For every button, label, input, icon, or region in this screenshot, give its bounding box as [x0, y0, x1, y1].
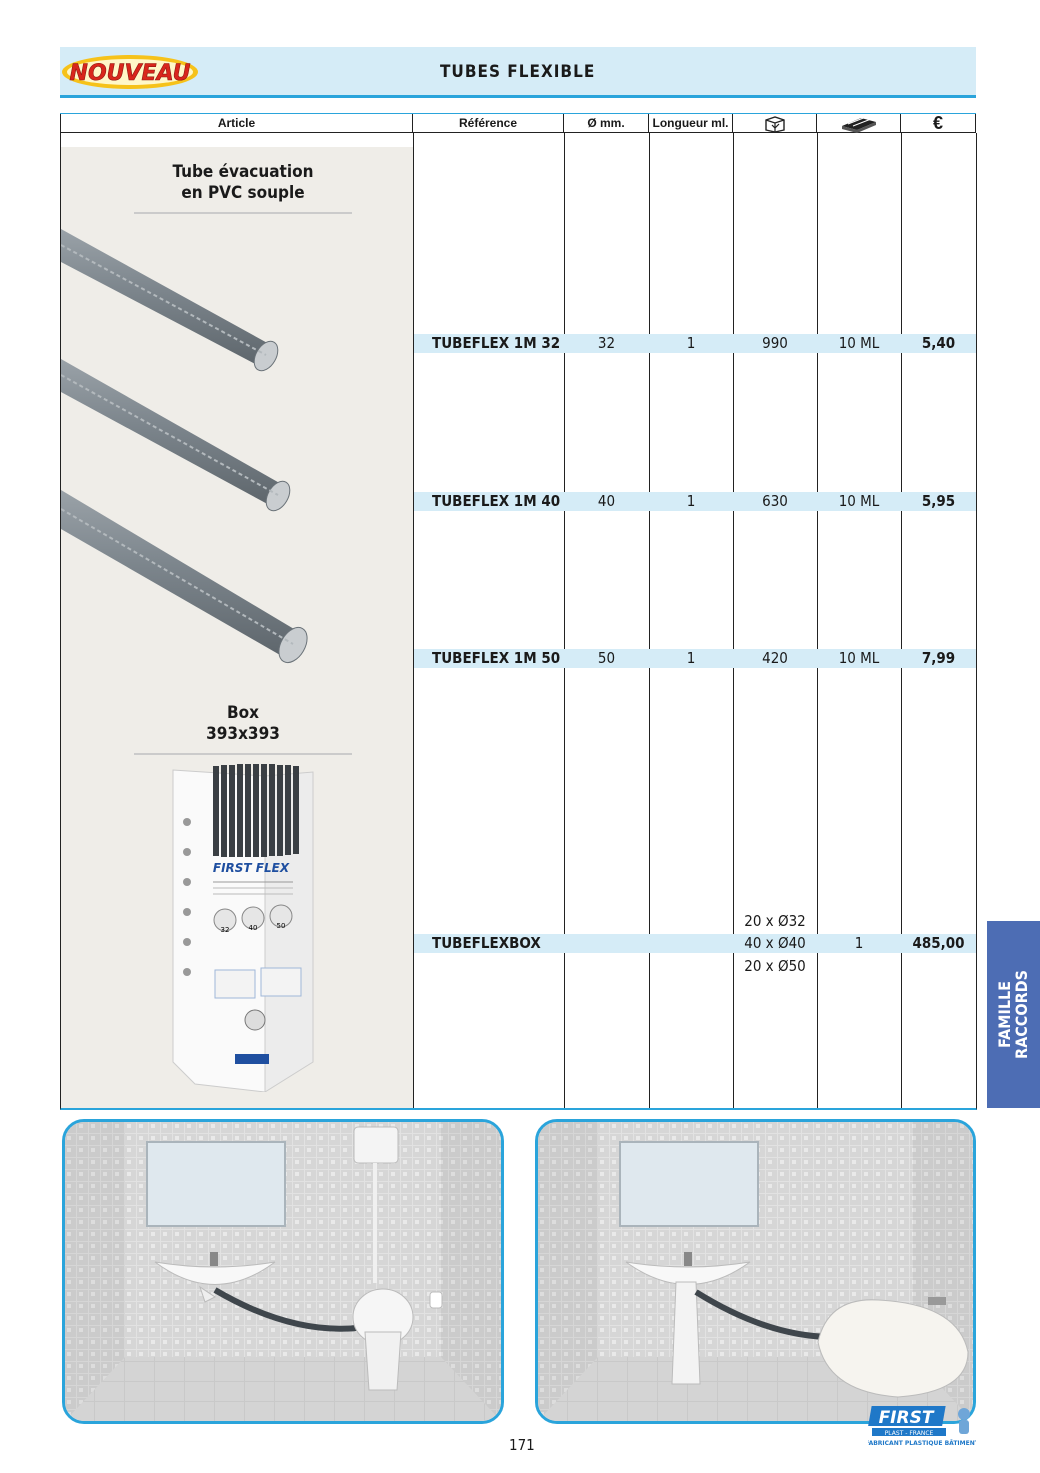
page-number: 171: [509, 1436, 535, 1454]
pallet-qty-cell: 10 ML: [838, 649, 880, 667]
table-row: [414, 934, 976, 953]
table-row: [414, 334, 976, 353]
bathroom-toilet-illustration: [65, 1122, 501, 1421]
col-box: [733, 114, 817, 132]
col-pallet: [817, 114, 901, 132]
column-header-row: [60, 113, 976, 133]
ref-cell: TUBEFLEX 1M 40: [432, 492, 561, 510]
pallet-qty-cell: 10 ML: [838, 334, 880, 352]
col-divider: [564, 133, 565, 1108]
page-header: [60, 47, 976, 98]
nouveau-badge: [60, 53, 200, 91]
col-divider: [817, 133, 818, 1108]
price-cell: 5,95: [921, 492, 956, 510]
col-length: Longueur ml.: [649, 114, 733, 132]
tube-title-line2: en PVC souple: [181, 183, 305, 203]
length-cell: 1: [686, 334, 696, 352]
length-cell: 1: [686, 649, 696, 667]
side-tab-line2: RACCORDS: [1012, 970, 1031, 1059]
brand-tagline: FABRICANT PLASTIQUE BÂTIMENT: [868, 1440, 976, 1447]
table-row: [414, 649, 976, 668]
diameter-cell: 40: [597, 492, 616, 510]
product-image-panel: [61, 147, 413, 1108]
section-side-tab: [987, 921, 1040, 1108]
pvc-tubes-image: [61, 207, 413, 767]
first-plast-logo: [868, 1404, 976, 1448]
col-divider: [413, 133, 414, 1108]
box-brand-text: FIRST FLEX: [212, 861, 290, 875]
box-content-line: 20 x Ø32: [744, 912, 806, 930]
price-cell: 485,00: [912, 934, 965, 952]
box-product-title: [134, 703, 352, 755]
box-qty-cell: 630: [762, 492, 788, 510]
box-icon: [762, 115, 788, 133]
box-qty-cell: 420: [762, 649, 788, 667]
box-size-40: 40: [248, 924, 258, 932]
pallet-qty-cell: 10 ML: [838, 492, 880, 510]
tube-title-line1: Tube évacuation: [172, 162, 314, 182]
col-diameter: Ø mm.: [564, 114, 649, 132]
table-row: [414, 492, 976, 511]
box-content-line: 40 x Ø40: [744, 934, 806, 952]
nouveau-text: NOUVEAU: [69, 61, 191, 86]
box-title-line1: Box: [226, 703, 260, 723]
col-divider: [901, 133, 902, 1108]
col-price: €: [901, 114, 976, 132]
pallet-icon: [839, 115, 879, 133]
box-size-50: 50: [276, 922, 286, 930]
box-content-line: 20 x Ø50: [744, 957, 806, 975]
side-tab-line1: FAMILLE: [995, 981, 1014, 1048]
col-divider: [649, 133, 650, 1108]
box-qty-cell: 990: [762, 334, 788, 352]
price-cell: 7,99: [921, 649, 956, 667]
price-cell: 5,40: [921, 334, 956, 352]
page-title: TUBES FLEXIBLE: [440, 62, 596, 82]
brand-name: FIRST: [878, 1408, 934, 1428]
box-size-32: 32: [220, 926, 230, 934]
tube-product-title: [134, 162, 352, 214]
col-reference: Référence: [413, 114, 564, 132]
brand-sub: PLAST - FRANCE: [884, 1430, 934, 1437]
ref-cell: TUBEFLEXBOX: [432, 934, 541, 952]
box-title-line2: 393x393: [206, 724, 280, 744]
first-flex-box-image: [165, 762, 315, 1092]
bathroom-bath-illustration: [538, 1122, 973, 1421]
bathroom-scene-toilet: [62, 1119, 504, 1424]
diameter-cell: 32: [597, 334, 616, 352]
pallet-qty-cell: 1: [854, 934, 864, 952]
length-cell: 1: [686, 492, 696, 510]
ref-cell: TUBEFLEX 1M 50: [432, 649, 561, 667]
diameter-cell: 50: [597, 649, 616, 667]
bathroom-scene-bath: [535, 1119, 976, 1424]
col-article: Article: [60, 114, 413, 132]
ref-cell: TUBEFLEX 1M 32: [432, 334, 561, 352]
